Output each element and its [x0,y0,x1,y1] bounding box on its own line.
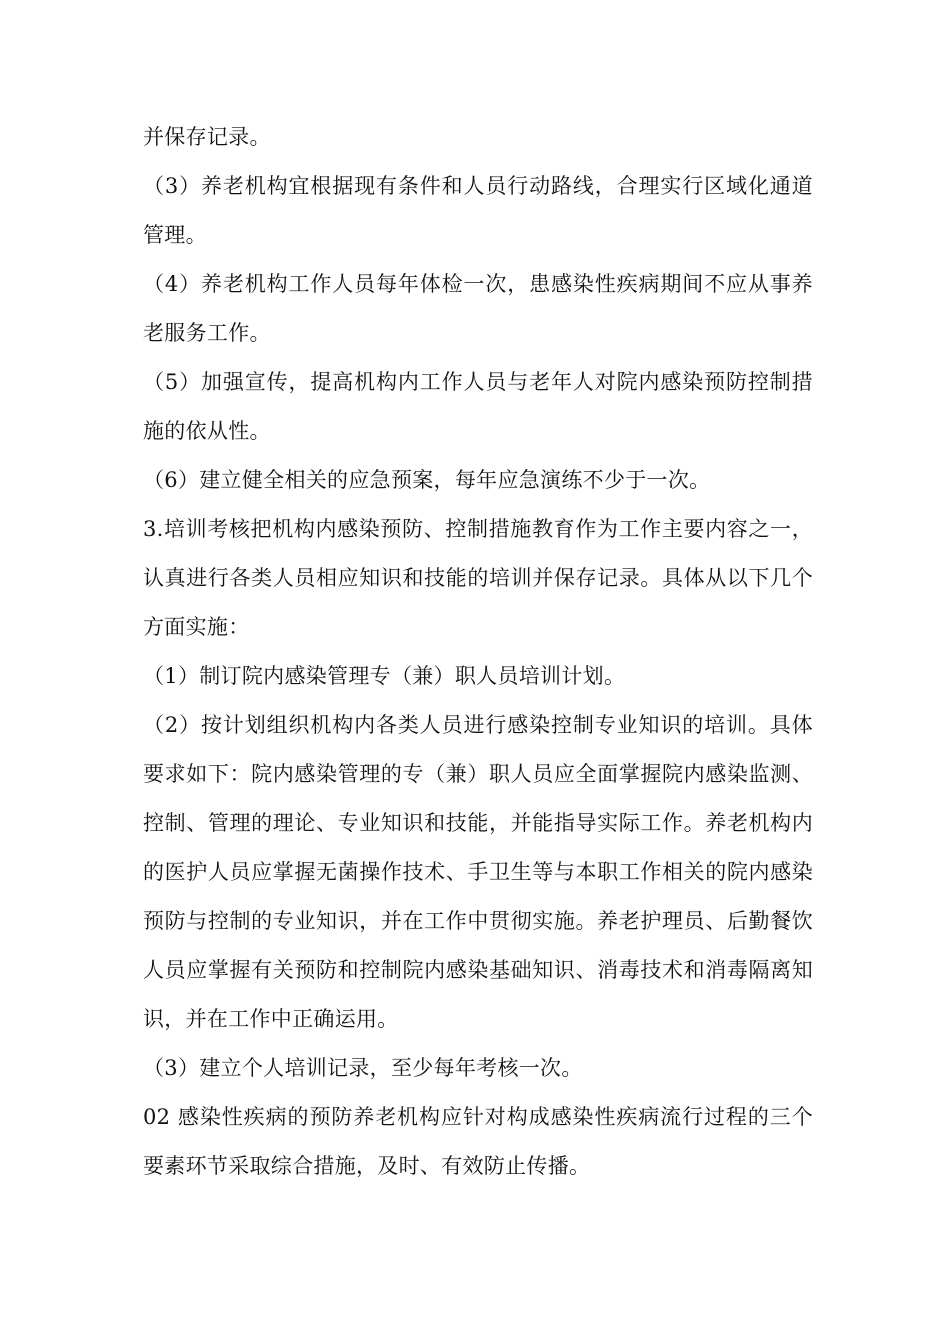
paragraph-item-4-health-check: （4）养老机构工作人员每年体检一次，患感染性疾病期间不应从事养老服务工作。 [143,272,813,345]
paragraph-section-02-prevention: 02 感染性疾病的预防养老机构应针对构成感染性疾病流行过程的三个要素环节采取综合措施，及时、有效防止传播。 [143,1105,813,1178]
paragraph-item-3-zoning: （3）养老机构宜根据现有条件和人员行动路线，合理实行区域化通道管理。 [143,174,813,247]
paragraph-training-item-1: （1）制订院内感染管理专（兼）职人员培训计划。 [143,664,626,688]
paragraph-training-item-2: （2）按计划组织机构内各类人员进行感染控制专业知识的培训。具体要求如下：院内感染管理的专（兼）职人员应全面掌握院内感染监测、控制、管理的理论、专业知识和技能，并能指导实际工作。养老机构内的医护人员应掌握无菌操作技术、手卫生等与本职工作相关的院内感染预防与控制的专业知识，并在工作中贯彻实施。养老护理员、后勤餐饮人员应掌握有关预防和控制院内感染基础知识、消毒技术和消毒隔离知识，并在工作中正确运用。 [143,713,813,1031]
paragraph-save-records: 并保存记录。 [143,125,271,149]
document-body [143,113,813,1191]
paragraph-section-3-training: 3.培训考核把机构内感染预防、控制措施教育作为工作主要内容之一，认真进行各类人员相应知识和技能的培训并保存记录。具体从以下几个方面实施： [143,517,813,639]
paragraph-training-item-3: （3）建立个人培训记录，至少每年考核一次。 [143,1056,583,1080]
paragraph-item-6-emergency-plan: （6）建立健全相关的应急预案，每年应急演练不少于一次。 [143,468,711,492]
paragraph-item-5-publicity: （5）加强宣传，提高机构内工作人员与老年人对院内感染预防控制措施的依从性。 [143,370,813,443]
